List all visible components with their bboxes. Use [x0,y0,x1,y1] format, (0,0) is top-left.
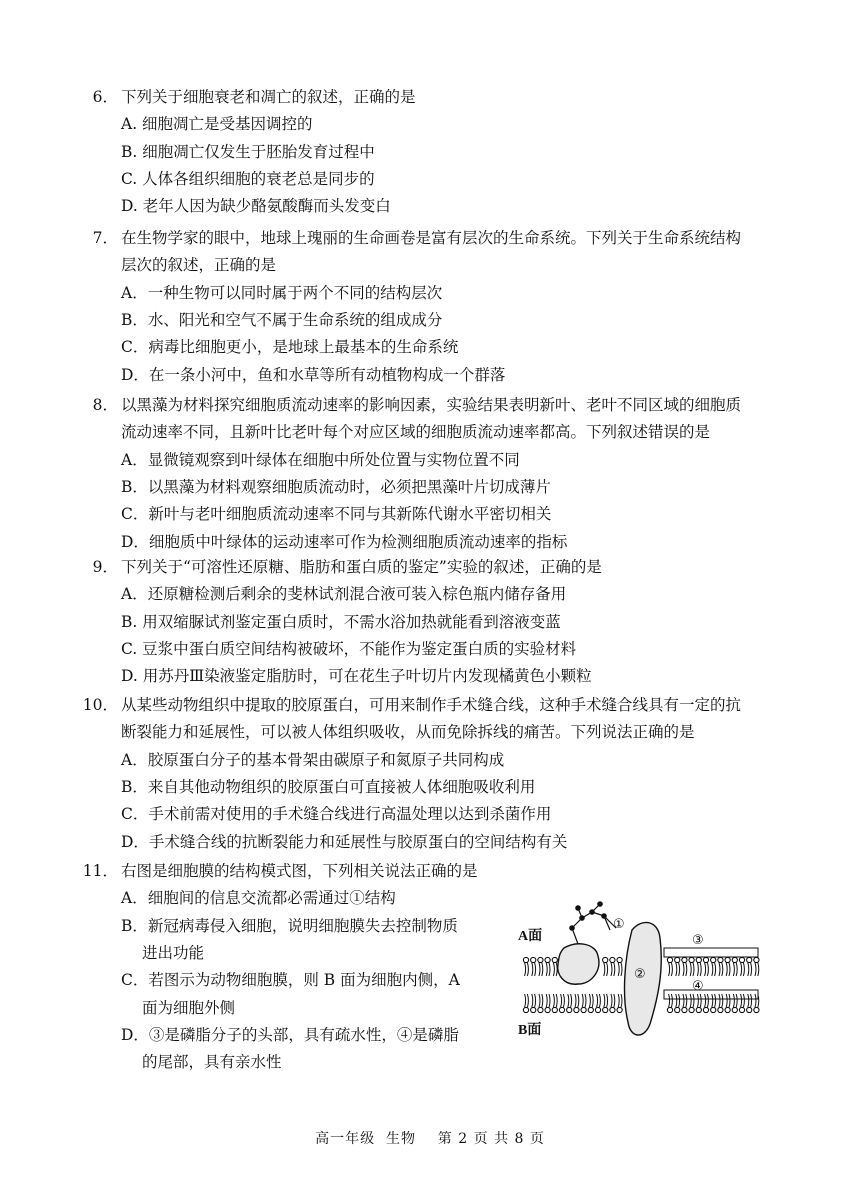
marker-1: ① [613,917,625,932]
answer-option: A．细胞间的信息交流都必需通过①结构 [121,889,396,908]
question-stem: 流动速率不同，且新叶比老叶每个对应区域的细胞质流动速率都高。下列叙述错误的是 [121,423,711,442]
answer-option: B．来自其他动物组织的胶原蛋白可直接被人体细胞吸收利用 [121,777,536,796]
question-stem: 从某些动物组织中提取的胶原蛋白，可用来制作手术缝合线，这种手术缝合线具有一定的抗 [121,696,742,714]
marker-4: ④ [692,979,704,994]
question-number: 8． [92,396,118,414]
question-stem: 下列关于“可溶性还原糖、脂肪和蛋白质的鉴定”实验的叙述，正确的是 [121,558,602,576]
answer-option: 面为细胞外侧 [142,998,236,1017]
answer-option: D．细胞质中叶绿体的运动速率可作为检测细胞质流动速率的指标 [121,532,568,551]
side-a-label: A面 [518,929,543,944]
question-stem: 在生物学家的眼中，地球上瑰丽的生命画卷是富有层次的生命系统。下列关于生命系统结构 [121,229,742,247]
answer-option: C. 人体各组织细胞的衰老总是同步的 [121,169,375,188]
answer-option: D．手术缝合线的抗断裂能力和延展性与胶原蛋白的空间结构有关 [121,832,568,851]
answer-option: C. 豆浆中蛋白质空间结构被破坏，不能作为鉴定蛋白质的实验材料 [121,639,577,658]
marker-2: ② [634,967,646,982]
answer-option: A．一种生物可以同时属于两个不同的结构层次 [121,283,443,302]
question-number: 10． [82,696,118,714]
question-number: 9． [92,558,118,576]
answer-option: B. 细胞凋亡仅发生于胚胎发育过程中 [121,142,375,161]
answer-option: A．还原糖检测后剩余的斐林试剂混合液可装入棕色瓶内储存备用 [121,585,567,604]
question-stem: 层次的叙述，正确的是 [121,256,277,275]
side-b-label: B面 [518,1023,542,1038]
answer-option: D．在一条小河中，鱼和水草等所有动植物构成一个群落 [121,365,506,384]
peripheral-protein [558,944,599,984]
question-number: 11． [82,862,118,880]
answer-option: B. 用双缩脲试剂鉴定蛋白质时，不需水浴加热就能看到溶液变蓝 [121,612,561,631]
answer-option: A．胶原蛋白分子的基本骨架由碳原子和氮原子共同构成 [121,750,505,769]
answer-option: D. 用苏丹Ⅲ染液鉴定脂肪时，可在花生子叶切片内发现橘黄色小颗粒 [121,667,592,686]
question-number: 6． [92,88,118,106]
answer-option: B．水、阳光和空气不属于生命系统的组成成分 [121,310,443,329]
answer-option: C．若图示为动物细胞膜，则 B 面为细胞内侧，A [121,971,460,990]
answer-option: C．病毒比细胞更小，是地球上最基本的生命系统 [121,338,459,357]
question-stem: 右图是细胞膜的结构模式图，下列相关说法正确的是 [121,862,478,880]
cell-membrane-diagram [512,890,762,1060]
cell-membrane-figure [512,890,762,1060]
answer-option: A．显微镜观察到叶绿体在细胞中所处位置与实物位置不同 [121,450,520,469]
answer-option: C．新叶与老叶细胞质流动速率不同与其新陈代谢水平密切相关 [121,505,552,524]
question-number: 7． [92,229,118,247]
question-stem: 断裂能力和延展性，可以被人体组织吸收，从而免除拆线的痛苦。下列说法正确的是 [121,723,695,742]
answer-option: B．以黑藻为材料观察细胞质流动时，必须把黑藻叶片切成薄片 [121,477,551,496]
answer-option: 进出功能 [142,943,205,962]
glycoprotein-chain [570,902,616,944]
answer-option: D．③是磷脂分子的头部，具有疏水性，④是磷脂 [121,1025,459,1044]
answer-option: D. 老年人因为缺少酪氨酸酶而头发变白 [121,197,391,216]
question-stem: 下列关于细胞衰老和凋亡的叙述，正确的是 [121,88,416,106]
answer-option: A. 细胞凋亡是受基因调控的 [121,115,313,134]
question-stem: 以黑藻为材料探究细胞质流动速率的影响因素，实验结果表明新叶、老叶不同区域的细胞质 [121,396,742,414]
page-footer: 高一年级 生物 第 2 页 共 8 页 [315,1131,545,1147]
answer-option: C．手术前需对使用的手术缝合线进行高温处理以达到杀菌作用 [121,805,552,824]
marker-3: ③ [692,933,704,948]
answer-option: 的尾部，具有亲水性 [142,1053,282,1072]
answer-option: B．新冠病毒侵入细胞，说明细胞膜失去控制物质 [121,916,458,935]
